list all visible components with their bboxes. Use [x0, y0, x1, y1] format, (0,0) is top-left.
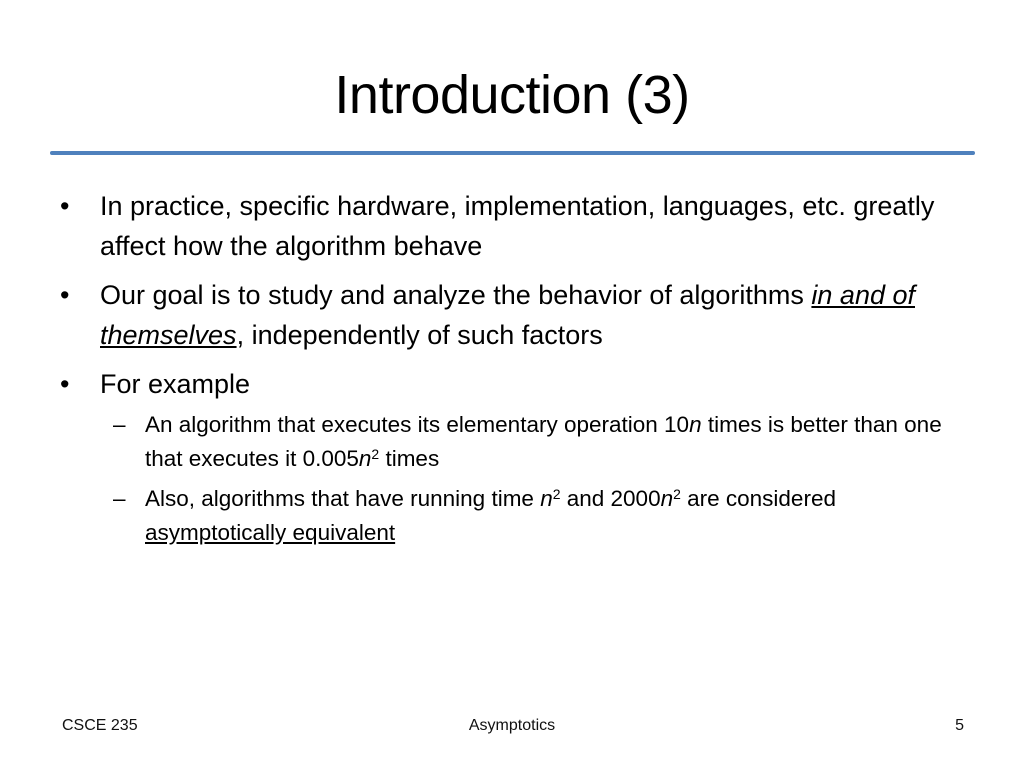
sub-bullet-item [113, 408, 960, 476]
bullet-text: In practice, specific hardware, implementation, languages, etc. greatly affect how the algorithm behave [100, 191, 935, 261]
sub-bullet-text: times is better than one that executes it 0.005 [145, 412, 942, 471]
sub-bullet-text: and 2000 [560, 486, 661, 511]
exponent: 2 [673, 485, 681, 502]
bullet-marker: • [60, 369, 70, 399]
emphasis-text: in and of themselves [100, 280, 915, 350]
variable-n: n [660, 486, 674, 511]
variable-n: n [689, 412, 702, 437]
bullet-item [60, 186, 960, 266]
bullet-item [60, 364, 960, 404]
exponent: 2 [371, 445, 380, 462]
dash-marker: – [113, 412, 126, 437]
underlined-term: asymptotically equivalent [145, 520, 396, 545]
slide-body [60, 186, 960, 556]
bullet-text: For example [100, 369, 251, 399]
bullet-marker: • [60, 280, 70, 310]
title-divider [50, 151, 975, 155]
variable-n: n [540, 486, 553, 511]
sub-bullet-text: are considered [680, 486, 836, 511]
bullet-item [60, 275, 960, 355]
bullet-text: , independently of such factors [236, 320, 603, 350]
variable-n: n [358, 446, 372, 471]
bullet-text: Our goal is to study and analyze the behavior of algorithms [100, 280, 812, 310]
sub-bullet-text: times [379, 446, 440, 471]
sub-bullet-item [113, 482, 960, 550]
footer-topic: Asymptotics [468, 717, 556, 734]
slide-title: Introduction (3) [334, 65, 690, 125]
sub-bullet-text: An algorithm that executes its elementary operation 10 [145, 412, 690, 437]
page-number: 5 [955, 717, 964, 734]
dash-marker: – [113, 486, 126, 511]
bullet-marker: • [60, 191, 70, 221]
footer-course: CSCE 235 [62, 717, 138, 734]
sub-bullet-text: Also, algorithms that have running time [145, 486, 541, 511]
exponent: 2 [552, 485, 561, 502]
